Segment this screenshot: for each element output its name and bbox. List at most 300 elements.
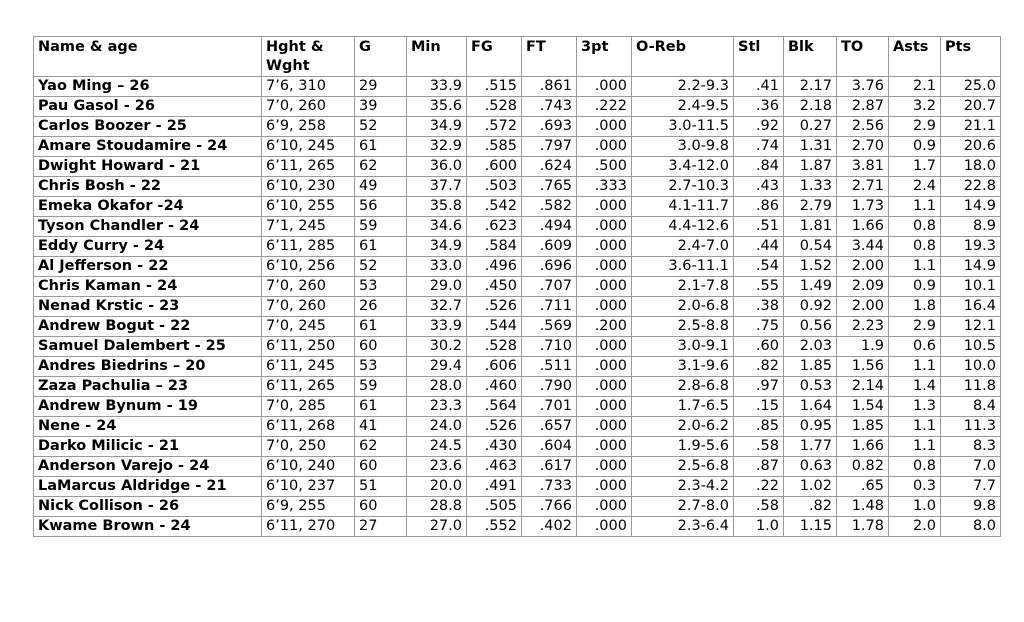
cell-name-age: Darko Milicic - 21 — [34, 437, 262, 457]
cell-offensive-rebounds: 2.5-8.8 — [632, 317, 734, 337]
cell-blocks: 0.56 — [784, 317, 837, 337]
cell-free-throw-pct: .861 — [522, 77, 577, 97]
cell-assists: 2.9 — [889, 317, 941, 337]
cell-steals: .22 — [734, 477, 784, 497]
cell-blocks: .82 — [784, 497, 837, 517]
cell-field-goal-pct: .463 — [467, 457, 522, 477]
cell-turnovers: 1.78 — [837, 517, 889, 537]
cell-offensive-rebounds: 2.1-7.8 — [632, 277, 734, 297]
table-body — [34, 77, 1001, 537]
cell-three-point-pct: .000 — [577, 397, 632, 417]
cell-name-age: Tyson Chandler - 24 — [34, 217, 262, 237]
cell-field-goal-pct: .515 — [467, 77, 522, 97]
cell-name-age: Al Jefferson - 22 — [34, 257, 262, 277]
cell-three-point-pct: .000 — [577, 277, 632, 297]
cell-free-throw-pct: .701 — [522, 397, 577, 417]
cell-games: 51 — [355, 477, 407, 497]
cell-blocks: 0.27 — [784, 117, 837, 137]
table-row — [34, 277, 1001, 297]
cell-minutes: 37.7 — [407, 177, 467, 197]
cell-points: 21.1 — [941, 117, 1001, 137]
cell-assists: 1.1 — [889, 417, 941, 437]
cell-steals: .84 — [734, 157, 784, 177]
cell-blocks: 1.64 — [784, 397, 837, 417]
cell-name-age: Chris Kaman - 24 — [34, 277, 262, 297]
cell-turnovers: 1.85 — [837, 417, 889, 437]
cell-field-goal-pct: .528 — [467, 97, 522, 117]
cell-points: 8.3 — [941, 437, 1001, 457]
cell-steals: .97 — [734, 377, 784, 397]
cell-height-weight: 7’0, 285 — [262, 397, 355, 417]
cell-field-goal-pct: .552 — [467, 517, 522, 537]
column-header-minutes: Min — [407, 37, 467, 77]
cell-points: 20.7 — [941, 97, 1001, 117]
cell-assists: 1.1 — [889, 197, 941, 217]
cell-name-age: Carlos Boozer - 25 — [34, 117, 262, 137]
cell-three-point-pct: .000 — [577, 117, 632, 137]
cell-field-goal-pct: .528 — [467, 337, 522, 357]
cell-height-weight: 6’10, 255 — [262, 197, 355, 217]
cell-assists: 1.3 — [889, 397, 941, 417]
cell-games: 52 — [355, 257, 407, 277]
cell-games: 53 — [355, 357, 407, 377]
cell-offensive-rebounds: 1.7-6.5 — [632, 397, 734, 417]
cell-free-throw-pct: .582 — [522, 197, 577, 217]
cell-field-goal-pct: .564 — [467, 397, 522, 417]
table-row — [34, 257, 1001, 277]
cell-height-weight: 6’9, 255 — [262, 497, 355, 517]
cell-assists: 1.0 — [889, 497, 941, 517]
cell-three-point-pct: .000 — [577, 377, 632, 397]
column-header-name-age: Name & age — [34, 37, 262, 77]
cell-height-weight: 7’6, 310 — [262, 77, 355, 97]
cell-offensive-rebounds: 3.0-9.8 — [632, 137, 734, 157]
cell-offensive-rebounds: 3.0-9.1 — [632, 337, 734, 357]
cell-minutes: 34.6 — [407, 217, 467, 237]
cell-assists: 1.1 — [889, 357, 941, 377]
cell-three-point-pct: .000 — [577, 517, 632, 537]
cell-turnovers: 1.9 — [837, 337, 889, 357]
cell-turnovers: .65 — [837, 477, 889, 497]
cell-games: 62 — [355, 437, 407, 457]
cell-assists: 2.9 — [889, 117, 941, 137]
cell-games: 61 — [355, 317, 407, 337]
cell-minutes: 33.9 — [407, 317, 467, 337]
cell-steals: .38 — [734, 297, 784, 317]
table-row — [34, 417, 1001, 437]
table-row — [34, 297, 1001, 317]
cell-turnovers: 1.66 — [837, 437, 889, 457]
cell-assists: 0.3 — [889, 477, 941, 497]
cell-name-age: Nene - 24 — [34, 417, 262, 437]
cell-free-throw-pct: .657 — [522, 417, 577, 437]
cell-games: 61 — [355, 397, 407, 417]
column-header-points: Pts — [941, 37, 1001, 77]
cell-steals: .75 — [734, 317, 784, 337]
cell-turnovers: 2.00 — [837, 297, 889, 317]
column-header-offensive-rebounds: O-Reb — [632, 37, 734, 77]
cell-height-weight: 7’0, 260 — [262, 97, 355, 117]
cell-games: 53 — [355, 277, 407, 297]
cell-points: 7.0 — [941, 457, 1001, 477]
cell-turnovers: 1.54 — [837, 397, 889, 417]
cell-three-point-pct: .000 — [577, 497, 632, 517]
cell-blocks: 0.92 — [784, 297, 837, 317]
cell-turnovers: 1.66 — [837, 217, 889, 237]
cell-points: 8.4 — [941, 397, 1001, 417]
cell-turnovers: 2.87 — [837, 97, 889, 117]
cell-minutes: 24.0 — [407, 417, 467, 437]
cell-name-age: Emeka Okafor -24 — [34, 197, 262, 217]
cell-steals: .92 — [734, 117, 784, 137]
cell-games: 61 — [355, 137, 407, 157]
cell-assists: 3.2 — [889, 97, 941, 117]
cell-minutes: 24.5 — [407, 437, 467, 457]
cell-assists: 1.7 — [889, 157, 941, 177]
cell-games: 52 — [355, 117, 407, 137]
cell-steals: .36 — [734, 97, 784, 117]
table-row — [34, 457, 1001, 477]
cell-minutes: 29.0 — [407, 277, 467, 297]
cell-free-throw-pct: .569 — [522, 317, 577, 337]
cell-height-weight: 7’1, 245 — [262, 217, 355, 237]
cell-turnovers: 2.00 — [837, 257, 889, 277]
cell-games: 41 — [355, 417, 407, 437]
table-row — [34, 137, 1001, 157]
cell-three-point-pct: .000 — [577, 437, 632, 457]
table-row — [34, 497, 1001, 517]
cell-offensive-rebounds: 4.4-12.6 — [632, 217, 734, 237]
cell-offensive-rebounds: 2.7-10.3 — [632, 177, 734, 197]
cell-assists: 1.1 — [889, 257, 941, 277]
cell-offensive-rebounds: 2.3-4.2 — [632, 477, 734, 497]
table-row — [34, 477, 1001, 497]
cell-name-age: LaMarcus Aldridge - 21 — [34, 477, 262, 497]
cell-games: 62 — [355, 157, 407, 177]
column-header-three-point-pct: 3pt — [577, 37, 632, 77]
cell-height-weight: 6’10, 237 — [262, 477, 355, 497]
cell-turnovers: 2.14 — [837, 377, 889, 397]
cell-turnovers: 3.81 — [837, 157, 889, 177]
cell-field-goal-pct: .526 — [467, 297, 522, 317]
cell-assists: 2.1 — [889, 77, 941, 97]
cell-turnovers: 3.44 — [837, 237, 889, 257]
cell-three-point-pct: .200 — [577, 317, 632, 337]
table-row — [34, 117, 1001, 137]
player-stats-table — [33, 36, 1001, 537]
cell-name-age: Yao Ming – 26 — [34, 77, 262, 97]
cell-name-age: Dwight Howard - 21 — [34, 157, 262, 177]
cell-field-goal-pct: .572 — [467, 117, 522, 137]
cell-field-goal-pct: .503 — [467, 177, 522, 197]
cell-three-point-pct: .000 — [577, 417, 632, 437]
cell-assists: 0.8 — [889, 237, 941, 257]
cell-three-point-pct: .000 — [577, 257, 632, 277]
cell-turnovers: 1.48 — [837, 497, 889, 517]
column-header-steals: Stl — [734, 37, 784, 77]
cell-steals: .86 — [734, 197, 784, 217]
cell-assists: 2.4 — [889, 177, 941, 197]
cell-blocks: 2.18 — [784, 97, 837, 117]
cell-name-age: Chris Bosh - 22 — [34, 177, 262, 197]
cell-blocks: 2.03 — [784, 337, 837, 357]
cell-height-weight: 6’10, 230 — [262, 177, 355, 197]
cell-offensive-rebounds: 2.4-7.0 — [632, 237, 734, 257]
cell-name-age: Andrew Bynum - 19 — [34, 397, 262, 417]
cell-steals: .43 — [734, 177, 784, 197]
cell-blocks: 1.02 — [784, 477, 837, 497]
cell-free-throw-pct: .693 — [522, 117, 577, 137]
cell-free-throw-pct: .494 — [522, 217, 577, 237]
table-row — [34, 197, 1001, 217]
cell-blocks: 1.31 — [784, 137, 837, 157]
cell-minutes: 34.9 — [407, 237, 467, 257]
cell-offensive-rebounds: 3.4-12.0 — [632, 157, 734, 177]
cell-free-throw-pct: .604 — [522, 437, 577, 457]
cell-three-point-pct: .222 — [577, 97, 632, 117]
cell-offensive-rebounds: 2.7-8.0 — [632, 497, 734, 517]
cell-field-goal-pct: .496 — [467, 257, 522, 277]
cell-free-throw-pct: .696 — [522, 257, 577, 277]
cell-height-weight: 6’10, 240 — [262, 457, 355, 477]
cell-free-throw-pct: .765 — [522, 177, 577, 197]
cell-free-throw-pct: .624 — [522, 157, 577, 177]
cell-steals: .58 — [734, 437, 784, 457]
cell-height-weight: 7’0, 250 — [262, 437, 355, 457]
column-header-games: G — [355, 37, 407, 77]
cell-name-age: Samuel Dalembert - 25 — [34, 337, 262, 357]
cell-points: 10.0 — [941, 357, 1001, 377]
cell-points: 14.9 — [941, 257, 1001, 277]
cell-name-age: Eddy Curry - 24 — [34, 237, 262, 257]
cell-minutes: 23.6 — [407, 457, 467, 477]
cell-steals: .44 — [734, 237, 784, 257]
cell-games: 49 — [355, 177, 407, 197]
cell-turnovers: 1.56 — [837, 357, 889, 377]
cell-points: 16.4 — [941, 297, 1001, 317]
cell-points: 8.9 — [941, 217, 1001, 237]
column-header-free-throw-pct: FT — [522, 37, 577, 77]
cell-field-goal-pct: .585 — [467, 137, 522, 157]
cell-field-goal-pct: .623 — [467, 217, 522, 237]
cell-height-weight: 7’0, 260 — [262, 297, 355, 317]
cell-points: 12.1 — [941, 317, 1001, 337]
cell-name-age: Nick Collison - 26 — [34, 497, 262, 517]
cell-turnovers: 2.71 — [837, 177, 889, 197]
cell-steals: .87 — [734, 457, 784, 477]
cell-free-throw-pct: .402 — [522, 517, 577, 537]
cell-minutes: 33.0 — [407, 257, 467, 277]
cell-games: 61 — [355, 237, 407, 257]
table-header-row — [34, 37, 1001, 77]
cell-blocks: 0.63 — [784, 457, 837, 477]
cell-minutes: 20.0 — [407, 477, 467, 497]
cell-assists: 1.1 — [889, 437, 941, 457]
cell-free-throw-pct: .766 — [522, 497, 577, 517]
cell-turnovers: 2.23 — [837, 317, 889, 337]
cell-three-point-pct: .000 — [577, 337, 632, 357]
cell-name-age: Andrew Bogut - 22 — [34, 317, 262, 337]
cell-three-point-pct: .000 — [577, 77, 632, 97]
table-row — [34, 397, 1001, 417]
cell-steals: .82 — [734, 357, 784, 377]
cell-points: 18.0 — [941, 157, 1001, 177]
table-row — [34, 357, 1001, 377]
table-row — [34, 317, 1001, 337]
cell-minutes: 28.0 — [407, 377, 467, 397]
cell-games: 29 — [355, 77, 407, 97]
cell-points: 9.8 — [941, 497, 1001, 517]
cell-field-goal-pct: .430 — [467, 437, 522, 457]
cell-height-weight: 6’10, 245 — [262, 137, 355, 157]
cell-free-throw-pct: .743 — [522, 97, 577, 117]
cell-turnovers: 2.70 — [837, 137, 889, 157]
cell-minutes: 29.4 — [407, 357, 467, 377]
cell-games: 56 — [355, 197, 407, 217]
cell-three-point-pct: .000 — [577, 137, 632, 157]
cell-minutes: 30.2 — [407, 337, 467, 357]
cell-height-weight: 6’11, 265 — [262, 377, 355, 397]
cell-games: 26 — [355, 297, 407, 317]
cell-assists: 2.0 — [889, 517, 941, 537]
cell-blocks: 1.81 — [784, 217, 837, 237]
cell-blocks: 1.15 — [784, 517, 837, 537]
cell-games: 60 — [355, 457, 407, 477]
cell-free-throw-pct: .617 — [522, 457, 577, 477]
cell-games: 59 — [355, 377, 407, 397]
cell-offensive-rebounds: 3.6-11.1 — [632, 257, 734, 277]
cell-games: 60 — [355, 337, 407, 357]
table-row — [34, 517, 1001, 537]
cell-steals: .54 — [734, 257, 784, 277]
cell-free-throw-pct: .790 — [522, 377, 577, 397]
cell-steals: .58 — [734, 497, 784, 517]
cell-blocks: 0.53 — [784, 377, 837, 397]
cell-blocks: 1.33 — [784, 177, 837, 197]
cell-field-goal-pct: .505 — [467, 497, 522, 517]
table-row — [34, 237, 1001, 257]
cell-height-weight: 6’11, 245 — [262, 357, 355, 377]
cell-height-weight: 7’0, 260 — [262, 277, 355, 297]
table-row — [34, 177, 1001, 197]
cell-steals: 1.0 — [734, 517, 784, 537]
cell-steals: .41 — [734, 77, 784, 97]
cell-name-age: Andres Biedrins – 20 — [34, 357, 262, 377]
cell-blocks: 0.95 — [784, 417, 837, 437]
cell-name-age: Nenad Krstic - 23 — [34, 297, 262, 317]
cell-free-throw-pct: .609 — [522, 237, 577, 257]
cell-minutes: 33.9 — [407, 77, 467, 97]
cell-points: 22.8 — [941, 177, 1001, 197]
cell-free-throw-pct: .711 — [522, 297, 577, 317]
column-header-blocks: Blk — [784, 37, 837, 77]
cell-steals: .60 — [734, 337, 784, 357]
cell-field-goal-pct: .491 — [467, 477, 522, 497]
cell-points: 7.7 — [941, 477, 1001, 497]
column-header-assists: Asts — [889, 37, 941, 77]
cell-free-throw-pct: .707 — [522, 277, 577, 297]
cell-assists: 1.4 — [889, 377, 941, 397]
cell-field-goal-pct: .526 — [467, 417, 522, 437]
cell-games: 59 — [355, 217, 407, 237]
table-row — [34, 97, 1001, 117]
table-row — [34, 377, 1001, 397]
cell-free-throw-pct: .710 — [522, 337, 577, 357]
table-row — [34, 77, 1001, 97]
cell-steals: .55 — [734, 277, 784, 297]
cell-height-weight: 6’11, 268 — [262, 417, 355, 437]
cell-minutes: 35.8 — [407, 197, 467, 217]
cell-field-goal-pct: .460 — [467, 377, 522, 397]
cell-height-weight: 6’11, 285 — [262, 237, 355, 257]
cell-blocks: 1.87 — [784, 157, 837, 177]
cell-offensive-rebounds: 2.2-9.3 — [632, 77, 734, 97]
cell-games: 39 — [355, 97, 407, 117]
cell-points: 25.0 — [941, 77, 1001, 97]
cell-offensive-rebounds: 4.1-11.7 — [632, 197, 734, 217]
cell-minutes: 28.8 — [407, 497, 467, 517]
cell-three-point-pct: .000 — [577, 237, 632, 257]
cell-steals: .74 — [734, 137, 784, 157]
cell-three-point-pct: .000 — [577, 357, 632, 377]
cell-offensive-rebounds: 2.0-6.8 — [632, 297, 734, 317]
cell-assists: 0.9 — [889, 137, 941, 157]
cell-height-weight: 7’0, 245 — [262, 317, 355, 337]
cell-offensive-rebounds: 2.5-6.8 — [632, 457, 734, 477]
cell-three-point-pct: .000 — [577, 477, 632, 497]
cell-name-age: Zaza Pachulia – 23 — [34, 377, 262, 397]
cell-blocks: 1.77 — [784, 437, 837, 457]
cell-field-goal-pct: .450 — [467, 277, 522, 297]
cell-steals: .85 — [734, 417, 784, 437]
cell-offensive-rebounds: 2.0-6.2 — [632, 417, 734, 437]
cell-name-age: Anderson Varejo - 24 — [34, 457, 262, 477]
cell-three-point-pct: .000 — [577, 197, 632, 217]
cell-blocks: 1.52 — [784, 257, 837, 277]
cell-assists: 0.9 — [889, 277, 941, 297]
cell-minutes: 34.9 — [407, 117, 467, 137]
cell-points: 11.8 — [941, 377, 1001, 397]
cell-games: 60 — [355, 497, 407, 517]
cell-minutes: 27.0 — [407, 517, 467, 537]
cell-steals: .15 — [734, 397, 784, 417]
cell-steals: .51 — [734, 217, 784, 237]
cell-assists: 0.6 — [889, 337, 941, 357]
cell-assists: 0.8 — [889, 457, 941, 477]
table-row — [34, 157, 1001, 177]
cell-height-weight: 6’10, 256 — [262, 257, 355, 277]
cell-turnovers: 2.56 — [837, 117, 889, 137]
cell-free-throw-pct: .511 — [522, 357, 577, 377]
cell-name-age: Amare Stoudamire - 24 — [34, 137, 262, 157]
table-row — [34, 337, 1001, 357]
cell-name-age: Pau Gasol - 26 — [34, 97, 262, 117]
cell-points: 10.5 — [941, 337, 1001, 357]
cell-minutes: 35.6 — [407, 97, 467, 117]
cell-height-weight: 6’9, 258 — [262, 117, 355, 137]
cell-turnovers: 1.73 — [837, 197, 889, 217]
cell-field-goal-pct: .606 — [467, 357, 522, 377]
column-header-field-goal-pct: FG — [467, 37, 522, 77]
cell-minutes: 36.0 — [407, 157, 467, 177]
cell-name-age: Kwame Brown - 24 — [34, 517, 262, 537]
cell-free-throw-pct: .797 — [522, 137, 577, 157]
cell-height-weight: 6’11, 270 — [262, 517, 355, 537]
cell-field-goal-pct: .544 — [467, 317, 522, 337]
cell-points: 10.1 — [941, 277, 1001, 297]
cell-blocks: 1.49 — [784, 277, 837, 297]
cell-minutes: 23.3 — [407, 397, 467, 417]
